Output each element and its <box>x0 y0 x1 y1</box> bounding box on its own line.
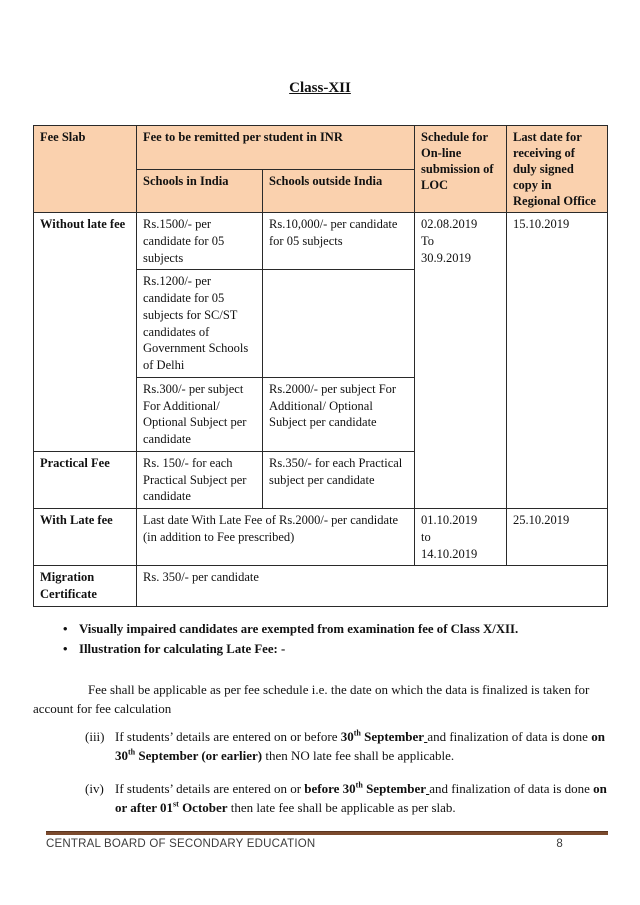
cell-outside-fee-2 <box>263 270 415 378</box>
footer-row <box>46 838 608 850</box>
page-footer <box>46 831 608 850</box>
list-label: (iii) <box>85 728 105 744</box>
cell-schedule-main <box>415 213 507 509</box>
bullet-list <box>63 620 607 660</box>
cell-practical-india: Rs. 150/- for each Practical Subject per candidate <box>137 451 263 508</box>
header-fee-remitted: Fee to be remitted per student in INR <box>137 126 415 170</box>
cell-with-late-fee-label: With Late fee <box>34 509 137 566</box>
cell-last-date-main: 15.10.2019 <box>507 213 608 509</box>
page-number: 8 <box>556 838 563 850</box>
cell-migration-label: Migration Certificate <box>34 566 137 607</box>
bullet-text: Visually impaired candidates are exempted from examination fee of Class X/XII. <box>79 621 519 636</box>
header-schools-outside-india: Schools outside India <box>263 169 415 213</box>
schedule-line: to <box>421 529 431 544</box>
bullet-text: Illustration for calculating Late Fee: - <box>79 641 286 656</box>
cell-india-fee-1: Rs.1500/- per candidate for 05 subjects <box>137 213 263 270</box>
bullet-item <box>63 640 607 660</box>
list-label: (iv) <box>85 780 104 796</box>
page-content <box>33 125 607 818</box>
schedule-line: 30.9.2019 <box>421 250 471 265</box>
cell-last-date-late: 25.10.2019 <box>507 509 608 566</box>
table-header-row-1 <box>34 126 608 170</box>
header-schedule: Schedule for On-line submission of LOC <box>415 126 507 213</box>
page-title: Class-XII <box>289 80 351 96</box>
intro-paragraph: Fee shall be applicable as per fee schedule i.e. the date on which the data is finalized is taken for account for fee calculation <box>33 682 590 716</box>
bullet-icon: • <box>63 641 68 656</box>
list-item-iv <box>85 779 607 818</box>
fee-schedule-table <box>33 125 608 607</box>
cell-without-late-fee-label: Without late fee <box>34 213 137 452</box>
notes-section <box>33 620 607 818</box>
list-item-iii <box>85 727 607 766</box>
schedule-line: 01.10.2019 <box>421 513 478 527</box>
cell-practical-fee-label: Practical Fee <box>34 451 137 508</box>
cell-migration-fee: Rs. 350/- per candidate <box>137 566 608 607</box>
schedule-line: 02.08.2019 <box>421 217 478 231</box>
header-last-date: Last date for receiving of duly signed copy in Regional Office <box>507 126 608 213</box>
table-row <box>34 566 608 607</box>
cell-practical-outside: Rs.350/- for each Practical subject per candidate <box>263 451 415 508</box>
list-text: If students’ details are entered on or before 30th September and finalization of data is done on or after 01st October then late fee shall be applicable as per slab. <box>115 780 607 816</box>
footer-org: CENTRAL BOARD OF SECONDARY EDUCATION <box>46 838 316 850</box>
header-schools-in-india: Schools in India <box>137 169 263 213</box>
cell-late-fee-amount: Last date With Late Fee of Rs.2000/- per candidate (in addition to Fee prescribed) <box>137 509 415 566</box>
bullet-icon: • <box>63 621 68 636</box>
footer-rule <box>46 831 608 835</box>
schedule-line: To <box>421 233 435 248</box>
cell-schedule-late <box>415 509 507 566</box>
cell-india-fee-2: Rs.1200/- per candidate for 05 subjects for SC/ST candidates of Government Schools of Delhi <box>137 270 263 378</box>
schedule-line: 14.10.2019 <box>421 546 478 561</box>
header-fee-slab: Fee Slab <box>34 126 137 213</box>
list-text: If students’ details are entered on or before 30th September and finalization of data is done on 30th September (or earlier) then NO late fee shall be applicable. <box>115 728 605 764</box>
cell-india-fee-3: Rs.300/- per subject For Additional/ Optional Subject per candidate <box>137 377 263 451</box>
cell-outside-fee-1: Rs.10,000/- per candidate for 05 subjects <box>263 213 415 270</box>
cell-outside-fee-3: Rs.2000/- per subject For Additional/ Optional Subject per candidate <box>263 377 415 451</box>
bullet-item <box>63 620 607 640</box>
table-row <box>34 213 608 270</box>
table-row <box>34 509 608 566</box>
